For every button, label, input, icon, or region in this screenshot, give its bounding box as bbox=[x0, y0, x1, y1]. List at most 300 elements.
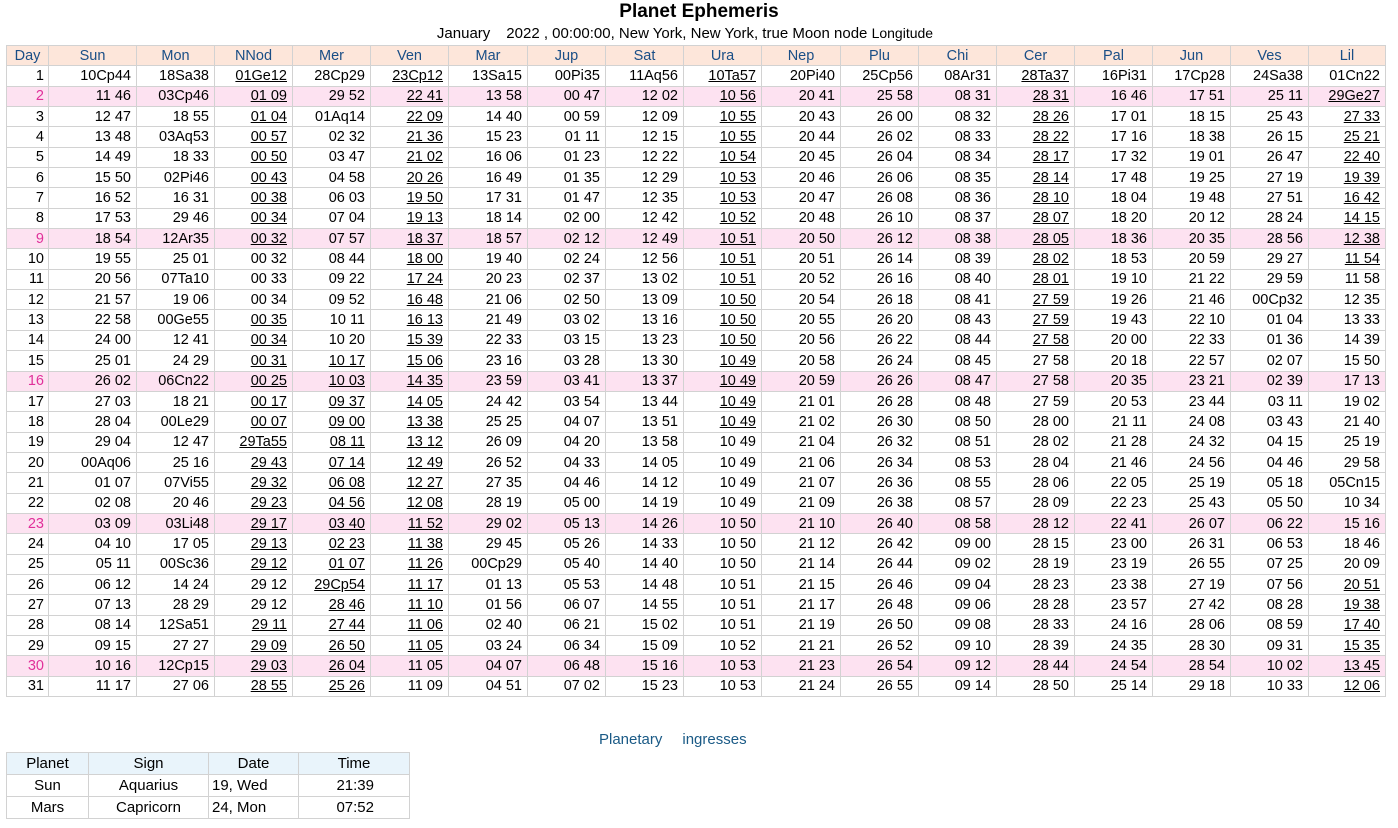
cell-pal: 25 14 bbox=[1075, 676, 1153, 696]
table-row bbox=[7, 249, 1386, 269]
cell-nnod: 01Ge12 bbox=[215, 66, 293, 86]
cell-mon: 27 27 bbox=[137, 635, 215, 655]
column-header-ves: Ves bbox=[1231, 46, 1309, 66]
cell-mon: 28 29 bbox=[137, 595, 215, 615]
table-row bbox=[7, 168, 1386, 188]
cell-pal: 21 28 bbox=[1075, 432, 1153, 452]
cell-sat: 12 29 bbox=[606, 168, 684, 188]
cell-cer: 27 58 bbox=[997, 371, 1075, 391]
table-row bbox=[7, 574, 1386, 594]
cell-nnod: 00 32 bbox=[215, 249, 293, 269]
cell-ven: 11 06 bbox=[371, 615, 449, 635]
cell-chi: 08 48 bbox=[919, 391, 997, 411]
cell-ves: 01 04 bbox=[1231, 310, 1309, 330]
cell-chi: 08 43 bbox=[919, 310, 997, 330]
cell-jun: 26 55 bbox=[1153, 554, 1231, 574]
day-cell: 27 bbox=[7, 595, 49, 615]
ingress-header-time: Time bbox=[299, 753, 410, 775]
cell-nep: 21 06 bbox=[762, 452, 841, 472]
cell-mer: 01 07 bbox=[293, 554, 371, 574]
cell-nep: 21 14 bbox=[762, 554, 841, 574]
cell-nnod: 29 12 bbox=[215, 574, 293, 594]
cell-mer: 09 22 bbox=[293, 269, 371, 289]
cell-jup: 02 24 bbox=[528, 249, 606, 269]
cell-pal: 17 01 bbox=[1075, 107, 1153, 127]
cell-jun: 25 43 bbox=[1153, 493, 1231, 513]
cell-pal: 20 35 bbox=[1075, 371, 1153, 391]
cell-mon: 29 46 bbox=[137, 208, 215, 228]
table-row bbox=[7, 676, 1386, 696]
cell-mer: 29 52 bbox=[293, 86, 371, 106]
cell-jun: 19 25 bbox=[1153, 168, 1231, 188]
cell-chi: 08 38 bbox=[919, 229, 997, 249]
cell-ves: 05 50 bbox=[1231, 493, 1309, 513]
cell-ven: 11 09 bbox=[371, 676, 449, 696]
cell-ura: 10 51 bbox=[684, 249, 762, 269]
cell-sat: 13 51 bbox=[606, 412, 684, 432]
cell-sun: 02 08 bbox=[49, 493, 137, 513]
cell-sun: 15 50 bbox=[49, 168, 137, 188]
column-header-cer: Cer bbox=[997, 46, 1075, 66]
cell-sat: 13 09 bbox=[606, 290, 684, 310]
cell-jun: 24 56 bbox=[1153, 452, 1231, 472]
ingresses-caption bbox=[599, 730, 747, 750]
day-cell: 5 bbox=[7, 147, 49, 167]
cell-ura: 10 54 bbox=[684, 147, 762, 167]
cell-jup: 02 12 bbox=[528, 229, 606, 249]
cell-ven: 11 10 bbox=[371, 595, 449, 615]
cell-ven: 14 05 bbox=[371, 391, 449, 411]
cell-mar: 21 49 bbox=[449, 310, 528, 330]
cell-cer: 28 02 bbox=[997, 249, 1075, 269]
cell-sun: 27 03 bbox=[49, 391, 137, 411]
cell-sat: 13 16 bbox=[606, 310, 684, 330]
cell-nnod: 00 50 bbox=[215, 147, 293, 167]
cell-mon: 24 29 bbox=[137, 351, 215, 371]
ingress-row bbox=[7, 797, 410, 819]
cell-ura: 10 50 bbox=[684, 290, 762, 310]
cell-mar: 25 25 bbox=[449, 412, 528, 432]
cell-cer: 28 39 bbox=[997, 635, 1075, 655]
cell-ura: 10 49 bbox=[684, 391, 762, 411]
cell-ven: 16 13 bbox=[371, 310, 449, 330]
cell-pal: 20 53 bbox=[1075, 391, 1153, 411]
cell-ura: 10 53 bbox=[684, 168, 762, 188]
cell-cer: 28 10 bbox=[997, 188, 1075, 208]
cell-cer: 27 58 bbox=[997, 330, 1075, 350]
cell-mer: 02 32 bbox=[293, 127, 371, 147]
cell-pal: 20 18 bbox=[1075, 351, 1153, 371]
cell-pal: 18 36 bbox=[1075, 229, 1153, 249]
day-cell: 16 bbox=[7, 371, 49, 391]
cell-cer: 28 09 bbox=[997, 493, 1075, 513]
cell-mar: 23 16 bbox=[449, 351, 528, 371]
cell-pal: 22 41 bbox=[1075, 513, 1153, 533]
cell-mon: 12Sa51 bbox=[137, 615, 215, 635]
table-row bbox=[7, 554, 1386, 574]
day-cell: 28 bbox=[7, 615, 49, 635]
cell-mer: 02 23 bbox=[293, 534, 371, 554]
cell-sun: 21 57 bbox=[49, 290, 137, 310]
cell-jun: 22 57 bbox=[1153, 351, 1231, 371]
cell-pal: 16 46 bbox=[1075, 86, 1153, 106]
cell-nep: 21 01 bbox=[762, 391, 841, 411]
cell-sun: 06 12 bbox=[49, 574, 137, 594]
cell-nep: 21 07 bbox=[762, 473, 841, 493]
ingress-header-date: Date bbox=[209, 753, 299, 775]
cell-nep: 20 46 bbox=[762, 168, 841, 188]
cell-jun: 19 48 bbox=[1153, 188, 1231, 208]
cell-ven: 15 39 bbox=[371, 330, 449, 350]
day-cell: 14 bbox=[7, 330, 49, 350]
cell-lil: 27 33 bbox=[1309, 107, 1386, 127]
cell-ves: 27 19 bbox=[1231, 168, 1309, 188]
cell-sat: 14 05 bbox=[606, 452, 684, 472]
cell-pal: 19 26 bbox=[1075, 290, 1153, 310]
cell-ven: 17 24 bbox=[371, 269, 449, 289]
cell-pal: 19 10 bbox=[1075, 269, 1153, 289]
cell-plu: 26 10 bbox=[841, 208, 919, 228]
cell-mon: 03Aq53 bbox=[137, 127, 215, 147]
cell-mar: 16 06 bbox=[449, 147, 528, 167]
cell-nnod: 00 43 bbox=[215, 168, 293, 188]
cell-mon: 03Li48 bbox=[137, 513, 215, 533]
cell-cer: 28 04 bbox=[997, 452, 1075, 472]
cell-jun: 20 35 bbox=[1153, 229, 1231, 249]
cell-mon: 25 16 bbox=[137, 452, 215, 472]
cell-jup: 00 47 bbox=[528, 86, 606, 106]
cell-cer: 28 05 bbox=[997, 229, 1075, 249]
cell-sun: 14 49 bbox=[49, 147, 137, 167]
cell-mer: 25 26 bbox=[293, 676, 371, 696]
cell-ves: 25 11 bbox=[1231, 86, 1309, 106]
cell-mar: 02 40 bbox=[449, 615, 528, 635]
cell-nnod: 29 43 bbox=[215, 452, 293, 472]
cell-chi: 09 06 bbox=[919, 595, 997, 615]
cell-nep: 20Pi40 bbox=[762, 66, 841, 86]
cell-ura: 10 50 bbox=[684, 513, 762, 533]
cell-mer: 10 20 bbox=[293, 330, 371, 350]
cell-plu: 26 12 bbox=[841, 229, 919, 249]
cell-chi: 08 44 bbox=[919, 330, 997, 350]
table-row bbox=[7, 635, 1386, 655]
cell-jun: 18 38 bbox=[1153, 127, 1231, 147]
cell-cer: 28 31 bbox=[997, 86, 1075, 106]
cell-lil: 17 40 bbox=[1309, 615, 1386, 635]
cell-jun: 28 54 bbox=[1153, 656, 1231, 676]
cell-lil: 13 33 bbox=[1309, 310, 1386, 330]
cell-lil: 15 16 bbox=[1309, 513, 1386, 533]
cell-nnod: 29 17 bbox=[215, 513, 293, 533]
cell-mar: 04 51 bbox=[449, 676, 528, 696]
cell-mer: 04 58 bbox=[293, 168, 371, 188]
cell-mar: 00Cp29 bbox=[449, 554, 528, 574]
ingress-date: 19, Wed bbox=[209, 775, 299, 797]
cell-pal: 17 48 bbox=[1075, 168, 1153, 188]
cell-nep: 21 12 bbox=[762, 534, 841, 554]
cell-sat: 14 19 bbox=[606, 493, 684, 513]
cell-ven: 18 37 bbox=[371, 229, 449, 249]
cell-pal: 20 00 bbox=[1075, 330, 1153, 350]
cell-mon: 12 41 bbox=[137, 330, 215, 350]
table-row bbox=[7, 107, 1386, 127]
cell-nnod: 00 25 bbox=[215, 371, 293, 391]
cell-ves: 06 22 bbox=[1231, 513, 1309, 533]
ephemeris-table bbox=[6, 45, 1386, 697]
cell-lil: 12 35 bbox=[1309, 290, 1386, 310]
cell-plu: 26 16 bbox=[841, 269, 919, 289]
cell-sun: 04 10 bbox=[49, 534, 137, 554]
cell-ura: 10 55 bbox=[684, 107, 762, 127]
cell-jun: 17Cp28 bbox=[1153, 66, 1231, 86]
cell-nep: 21 21 bbox=[762, 635, 841, 655]
cell-nep: 21 23 bbox=[762, 656, 841, 676]
cell-sun: 19 55 bbox=[49, 249, 137, 269]
cell-chi: 08 41 bbox=[919, 290, 997, 310]
cell-chi: 08 58 bbox=[919, 513, 997, 533]
cell-ura: 10 50 bbox=[684, 534, 762, 554]
cell-mer: 26 50 bbox=[293, 635, 371, 655]
cell-sat: 12 09 bbox=[606, 107, 684, 127]
cell-ven: 21 02 bbox=[371, 147, 449, 167]
cell-mar: 01 56 bbox=[449, 595, 528, 615]
cell-cer: 28 50 bbox=[997, 676, 1075, 696]
cell-lil: 20 51 bbox=[1309, 574, 1386, 594]
cell-cer: 27 59 bbox=[997, 391, 1075, 411]
cell-plu: 26 18 bbox=[841, 290, 919, 310]
cell-plu: 26 40 bbox=[841, 513, 919, 533]
table-row bbox=[7, 229, 1386, 249]
cell-cer: 27 59 bbox=[997, 310, 1075, 330]
day-cell: 23 bbox=[7, 513, 49, 533]
column-header-mon: Mon bbox=[137, 46, 215, 66]
cell-mon: 20 46 bbox=[137, 493, 215, 513]
table-row bbox=[7, 432, 1386, 452]
cell-ura: 10 51 bbox=[684, 595, 762, 615]
table-row bbox=[7, 351, 1386, 371]
cell-ves: 07 25 bbox=[1231, 554, 1309, 574]
day-cell: 31 bbox=[7, 676, 49, 696]
cell-mon: 12 47 bbox=[137, 432, 215, 452]
cell-nnod: 00 35 bbox=[215, 310, 293, 330]
cell-jup: 02 37 bbox=[528, 269, 606, 289]
cell-mar: 15 23 bbox=[449, 127, 528, 147]
cell-jup: 03 15 bbox=[528, 330, 606, 350]
cell-sat: 14 12 bbox=[606, 473, 684, 493]
cell-pal: 16Pi31 bbox=[1075, 66, 1153, 86]
cell-lil: 17 13 bbox=[1309, 371, 1386, 391]
subtitle-year: 2022 bbox=[506, 25, 540, 42]
column-header-nnod: NNod bbox=[215, 46, 293, 66]
cell-mon: 19 06 bbox=[137, 290, 215, 310]
cell-ves: 04 46 bbox=[1231, 452, 1309, 472]
cell-nnod: 29Ta55 bbox=[215, 432, 293, 452]
day-cell: 3 bbox=[7, 107, 49, 127]
table-row bbox=[7, 310, 1386, 330]
table-row bbox=[7, 147, 1386, 167]
cell-plu: 26 14 bbox=[841, 249, 919, 269]
cell-pal: 17 32 bbox=[1075, 147, 1153, 167]
cell-pal: 23 19 bbox=[1075, 554, 1153, 574]
cell-plu: 26 04 bbox=[841, 147, 919, 167]
cell-sat: 14 33 bbox=[606, 534, 684, 554]
cell-nep: 21 24 bbox=[762, 676, 841, 696]
cell-nep: 20 51 bbox=[762, 249, 841, 269]
cell-plu: 26 36 bbox=[841, 473, 919, 493]
cell-nep: 20 58 bbox=[762, 351, 841, 371]
cell-sat: 15 09 bbox=[606, 635, 684, 655]
cell-jup: 02 50 bbox=[528, 290, 606, 310]
cell-ura: 10 50 bbox=[684, 310, 762, 330]
cell-chi: 08 47 bbox=[919, 371, 997, 391]
cell-pal: 24 54 bbox=[1075, 656, 1153, 676]
cell-mer: 10 11 bbox=[293, 310, 371, 330]
column-header-plu: Plu bbox=[841, 46, 919, 66]
cell-lil: 20 09 bbox=[1309, 554, 1386, 574]
cell-mon: 25 01 bbox=[137, 249, 215, 269]
cell-ven: 23Cp12 bbox=[371, 66, 449, 86]
day-cell: 6 bbox=[7, 168, 49, 188]
cell-jup: 04 33 bbox=[528, 452, 606, 472]
cell-ves: 01 36 bbox=[1231, 330, 1309, 350]
cell-jun: 17 51 bbox=[1153, 86, 1231, 106]
cell-mer: 07 57 bbox=[293, 229, 371, 249]
cell-ves: 08 28 bbox=[1231, 595, 1309, 615]
cell-mon: 00Sc36 bbox=[137, 554, 215, 574]
column-header-mer: Mer bbox=[293, 46, 371, 66]
cell-nep: 20 52 bbox=[762, 269, 841, 289]
cell-sun: 20 56 bbox=[49, 269, 137, 289]
cell-sat: 13 58 bbox=[606, 432, 684, 452]
cell-mon: 12Ar35 bbox=[137, 229, 215, 249]
cell-lil: 22 40 bbox=[1309, 147, 1386, 167]
cell-lil: 18 46 bbox=[1309, 534, 1386, 554]
day-cell: 18 bbox=[7, 412, 49, 432]
cell-jup: 03 28 bbox=[528, 351, 606, 371]
cell-ven: 19 50 bbox=[371, 188, 449, 208]
column-header-ura: Ura bbox=[684, 46, 762, 66]
cell-sun: 05 11 bbox=[49, 554, 137, 574]
day-cell: 13 bbox=[7, 310, 49, 330]
cell-jun: 27 42 bbox=[1153, 595, 1231, 615]
cell-ves: 06 53 bbox=[1231, 534, 1309, 554]
cell-ves: 02 39 bbox=[1231, 371, 1309, 391]
cell-cer: 28 06 bbox=[997, 473, 1075, 493]
cell-lil: 29Ge27 bbox=[1309, 86, 1386, 106]
cell-jun: 29 18 bbox=[1153, 676, 1231, 696]
cell-ves: 03 11 bbox=[1231, 391, 1309, 411]
ingresses-table bbox=[6, 752, 410, 819]
day-cell: 7 bbox=[7, 188, 49, 208]
cell-sun: 25 01 bbox=[49, 351, 137, 371]
cell-pal: 23 38 bbox=[1075, 574, 1153, 594]
cell-sun: 26 02 bbox=[49, 371, 137, 391]
day-cell: 22 bbox=[7, 493, 49, 513]
cell-ura: 10 52 bbox=[684, 635, 762, 655]
cell-ura: 10 53 bbox=[684, 676, 762, 696]
cell-ves: 26 15 bbox=[1231, 127, 1309, 147]
cell-mar: 26 52 bbox=[449, 452, 528, 472]
cell-sat: 11Aq56 bbox=[606, 66, 684, 86]
cell-lil: 25 19 bbox=[1309, 432, 1386, 452]
column-header-mar: Mar bbox=[449, 46, 528, 66]
cell-mon: 02Pi46 bbox=[137, 168, 215, 188]
cell-ura: 10 49 bbox=[684, 371, 762, 391]
cell-sat: 12 22 bbox=[606, 147, 684, 167]
cell-plu: 26 24 bbox=[841, 351, 919, 371]
cell-nep: 20 45 bbox=[762, 147, 841, 167]
cell-sun: 22 58 bbox=[49, 310, 137, 330]
table-row bbox=[7, 330, 1386, 350]
cell-cer: 28 19 bbox=[997, 554, 1075, 574]
cell-nnod: 00 57 bbox=[215, 127, 293, 147]
table-row bbox=[7, 656, 1386, 676]
day-cell: 29 bbox=[7, 635, 49, 655]
cell-mar: 21 06 bbox=[449, 290, 528, 310]
cell-mon: 03Cp46 bbox=[137, 86, 215, 106]
column-header-jup: Jup bbox=[528, 46, 606, 66]
table-row bbox=[7, 534, 1386, 554]
cell-ura: 10 49 bbox=[684, 452, 762, 472]
cell-nep: 20 47 bbox=[762, 188, 841, 208]
cell-chi: 08 36 bbox=[919, 188, 997, 208]
cell-ves: 28 24 bbox=[1231, 208, 1309, 228]
cell-plu: 26 06 bbox=[841, 168, 919, 188]
cell-cer: 28 33 bbox=[997, 615, 1075, 635]
cell-nnod: 00 31 bbox=[215, 351, 293, 371]
table-row bbox=[7, 595, 1386, 615]
cell-nnod: 28 55 bbox=[215, 676, 293, 696]
cell-ura: 10 51 bbox=[684, 229, 762, 249]
cell-lil: 12 38 bbox=[1309, 229, 1386, 249]
cell-sat: 15 02 bbox=[606, 615, 684, 635]
cell-sat: 13 30 bbox=[606, 351, 684, 371]
cell-chi: 09 04 bbox=[919, 574, 997, 594]
cell-ves: 02 07 bbox=[1231, 351, 1309, 371]
cell-mon: 18 21 bbox=[137, 391, 215, 411]
cell-mer: 04 56 bbox=[293, 493, 371, 513]
ingresses-label-a: Planetary bbox=[599, 731, 663, 748]
cell-jup: 04 07 bbox=[528, 412, 606, 432]
cell-plu: 26 34 bbox=[841, 452, 919, 472]
cell-cer: 28 22 bbox=[997, 127, 1075, 147]
cell-ven: 11 26 bbox=[371, 554, 449, 574]
cell-mar: 23 59 bbox=[449, 371, 528, 391]
cell-mon: 16 31 bbox=[137, 188, 215, 208]
cell-mer: 07 14 bbox=[293, 452, 371, 472]
cell-chi: 08 55 bbox=[919, 473, 997, 493]
cell-lil: 19 38 bbox=[1309, 595, 1386, 615]
cell-jun: 22 33 bbox=[1153, 330, 1231, 350]
cell-ven: 11 17 bbox=[371, 574, 449, 594]
cell-sun: 00Aq06 bbox=[49, 452, 137, 472]
cell-cer: 28 07 bbox=[997, 208, 1075, 228]
cell-mer: 09 52 bbox=[293, 290, 371, 310]
cell-nnod: 01 09 bbox=[215, 86, 293, 106]
cell-ves: 05 18 bbox=[1231, 473, 1309, 493]
cell-jup: 04 20 bbox=[528, 432, 606, 452]
day-cell: 26 bbox=[7, 574, 49, 594]
cell-jup: 06 07 bbox=[528, 595, 606, 615]
cell-ven: 13 38 bbox=[371, 412, 449, 432]
ingress-time: 07:52 bbox=[299, 797, 410, 819]
ingresses-header-row bbox=[7, 753, 410, 775]
cell-ven: 12 49 bbox=[371, 452, 449, 472]
cell-mon: 00Le29 bbox=[137, 412, 215, 432]
cell-mar: 13 58 bbox=[449, 86, 528, 106]
cell-chi: 08 51 bbox=[919, 432, 997, 452]
cell-nep: 20 55 bbox=[762, 310, 841, 330]
